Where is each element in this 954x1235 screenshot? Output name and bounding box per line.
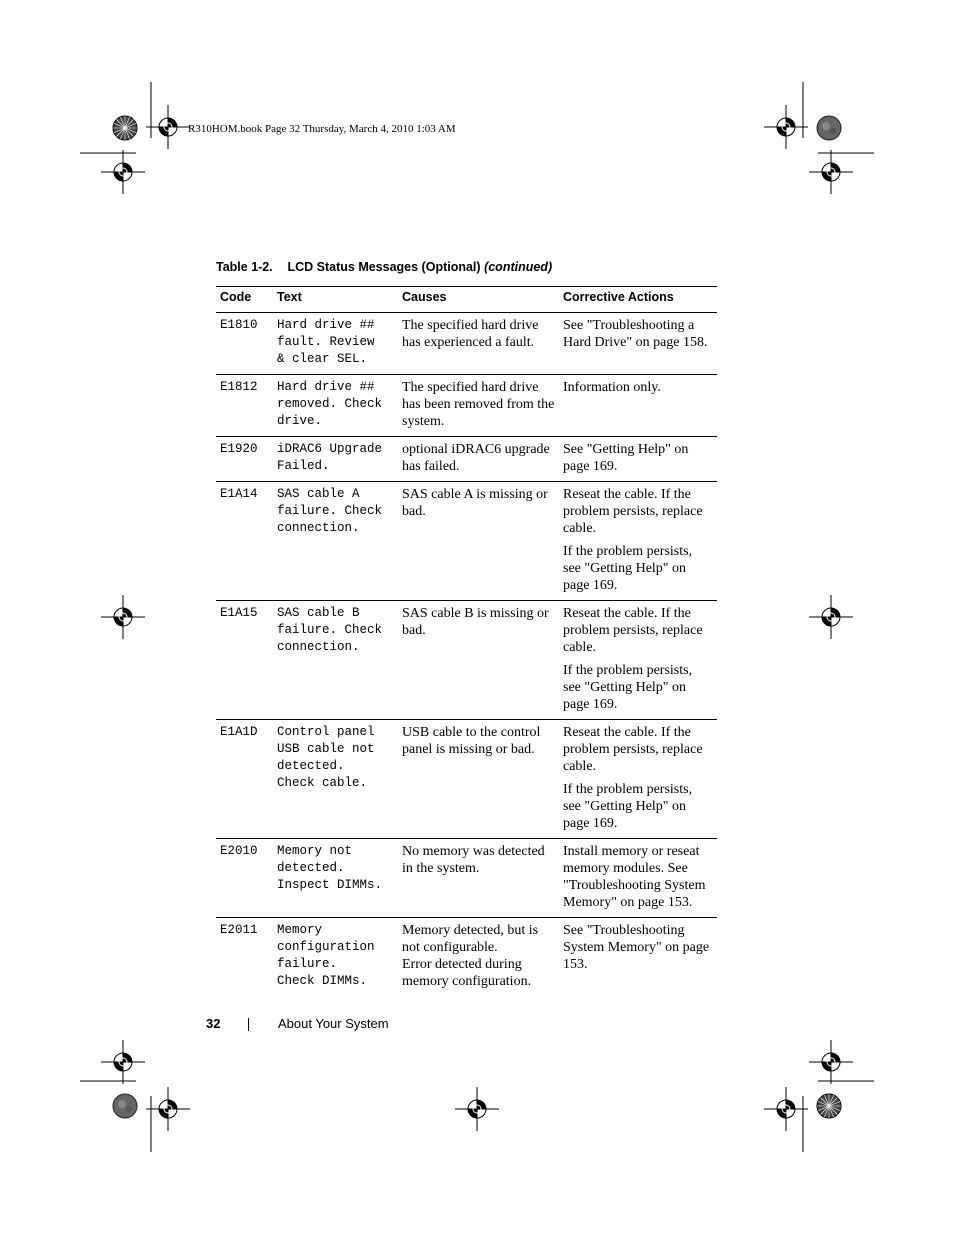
cell-causes bbox=[398, 375, 559, 437]
cell-corrective-actions bbox=[559, 313, 717, 375]
table-row bbox=[216, 918, 717, 997]
cell-corrective-actions bbox=[559, 918, 717, 997]
lcd-text-line: Check DIMMs. bbox=[277, 974, 368, 988]
lcd-text-line: Hard drive ## bbox=[277, 318, 375, 332]
corrective-action-text: Reseat the cable. If the problem persists, replace cable. bbox=[563, 487, 703, 536]
cell-code: E1A1D bbox=[216, 720, 273, 839]
lcd-text-line: SAS cable B bbox=[277, 606, 360, 620]
lcd-text-line: removed. Check bbox=[277, 397, 383, 411]
cell-lcd-text bbox=[273, 313, 398, 375]
cause-text: Memory detected, but is not configurable. bbox=[402, 923, 539, 955]
lcd-text-line: iDRAC6 Upgrade bbox=[277, 442, 383, 456]
cell-causes bbox=[398, 918, 559, 997]
lcd-text-line: failure. Check bbox=[277, 504, 383, 518]
table-body bbox=[216, 313, 717, 997]
lcd-text-line: & clear SEL. bbox=[277, 352, 368, 366]
column-header-text: Text bbox=[273, 287, 398, 313]
cell-lcd-text bbox=[273, 720, 398, 839]
table-row bbox=[216, 482, 717, 601]
cause-text: SAS cable B is missing or bad. bbox=[402, 606, 549, 638]
cell-causes bbox=[398, 313, 559, 375]
lcd-text-line: USB cable not bbox=[277, 742, 375, 756]
corrective-action-text: Reseat the cable. If the problem persists, replace cable. bbox=[563, 606, 703, 655]
cell-lcd-text bbox=[273, 482, 398, 601]
table-caption-title: LCD Status Messages (Optional) bbox=[287, 260, 481, 274]
cell-causes bbox=[398, 482, 559, 601]
cell-lcd-text bbox=[273, 918, 398, 997]
cell-causes bbox=[398, 720, 559, 839]
lcd-text-line: Memory not bbox=[277, 844, 353, 858]
corrective-action-text: See "Troubleshooting System Memory" on page 153. bbox=[563, 923, 710, 972]
cell-code: E1812 bbox=[216, 375, 273, 437]
cell-lcd-text bbox=[273, 375, 398, 437]
table-row bbox=[216, 375, 717, 437]
table-row bbox=[216, 601, 717, 720]
cell-corrective-actions bbox=[559, 482, 717, 601]
column-header-causes: Causes bbox=[398, 287, 559, 313]
cause-text: No memory was detected in the system. bbox=[402, 844, 545, 876]
lcd-text-line: Inspect DIMMs. bbox=[277, 878, 383, 892]
cell-code: E2010 bbox=[216, 839, 273, 918]
cell-code: E1A15 bbox=[216, 601, 273, 720]
cell-lcd-text bbox=[273, 601, 398, 720]
cause-text: Error detected during memory configuration. bbox=[402, 957, 532, 989]
lcd-text-line: Hard drive ## bbox=[277, 380, 375, 394]
cause-text: The specified hard drive has experienced a fault. bbox=[402, 318, 539, 350]
cell-code: E1920 bbox=[216, 437, 273, 482]
corrective-action-text: If the problem persists, see "Getting Help" on page 169. bbox=[563, 663, 693, 712]
lcd-status-table bbox=[216, 286, 717, 996]
cell-corrective-actions bbox=[559, 839, 717, 918]
lcd-text-line: SAS cable A bbox=[277, 487, 360, 501]
cell-causes bbox=[398, 839, 559, 918]
cell-corrective-actions bbox=[559, 437, 717, 482]
cell-corrective-actions bbox=[559, 601, 717, 720]
lcd-text-line: detected. bbox=[277, 759, 345, 773]
corrective-action-text: See "Troubleshooting a Hard Drive" on page 158. bbox=[563, 318, 708, 350]
corrective-action-text: See "Getting Help" on page 169. bbox=[563, 442, 689, 474]
print-job-header: R310HOM.book Page 32 Thursday, March 4, 2010 1:03 AM bbox=[188, 123, 456, 135]
column-header-corrective-actions: Corrective Actions bbox=[559, 287, 717, 313]
lcd-text-line: Memory bbox=[277, 923, 323, 937]
cell-code: E1A14 bbox=[216, 482, 273, 601]
table-row bbox=[216, 839, 717, 918]
lcd-text-line: connection. bbox=[277, 640, 360, 654]
cause-text: The specified hard drive has been removed from the system. bbox=[402, 380, 555, 429]
cell-corrective-actions bbox=[559, 375, 717, 437]
cell-code: E1810 bbox=[216, 313, 273, 375]
lcd-text-line: drive. bbox=[277, 414, 323, 428]
cell-causes bbox=[398, 437, 559, 482]
table-caption-label: Table 1-2. bbox=[216, 260, 273, 274]
corrective-action-text: Install memory or reseat memory modules. See "Troubleshooting System Memory" on page 153. bbox=[563, 844, 706, 910]
table-row bbox=[216, 720, 717, 839]
cause-text: SAS cable A is missing or bad. bbox=[402, 487, 548, 519]
lcd-text-line: configuration bbox=[277, 940, 375, 954]
lcd-text-line: failure. bbox=[277, 957, 338, 971]
cell-code: E2011 bbox=[220, 923, 258, 937]
table-row bbox=[216, 437, 717, 482]
table-header-row bbox=[216, 287, 717, 313]
corrective-action-text: If the problem persists, see "Getting Help" on page 169. bbox=[563, 544, 693, 593]
lcd-text-line: Failed. bbox=[277, 459, 330, 473]
column-header-code: Code bbox=[216, 287, 273, 313]
cell-lcd-text bbox=[273, 839, 398, 918]
footer-divider bbox=[248, 1018, 249, 1031]
footer-section-title: About Your System bbox=[278, 1016, 389, 1031]
lcd-text-line: Check cable. bbox=[277, 776, 368, 790]
table-row bbox=[216, 313, 717, 375]
cause-text: optional iDRAC6 upgrade has failed. bbox=[402, 442, 550, 474]
page-number: 32 bbox=[206, 1016, 221, 1031]
lcd-text-line: connection. bbox=[277, 521, 360, 535]
lcd-text-line: detected. bbox=[277, 861, 345, 875]
table-caption-continued: (continued) bbox=[484, 260, 553, 274]
corrective-action-text: If the problem persists, see "Getting Help" on page 169. bbox=[563, 782, 693, 831]
lcd-text-line: failure. Check bbox=[277, 623, 383, 637]
corrective-action-text: Information only. bbox=[563, 380, 661, 395]
cell-causes bbox=[398, 601, 559, 720]
lcd-text-line: Control panel bbox=[277, 725, 375, 739]
cell-corrective-actions bbox=[559, 720, 717, 839]
cause-text: USB cable to the control panel is missing or bad. bbox=[402, 725, 541, 757]
table-caption bbox=[216, 260, 552, 274]
corrective-action-text: Reseat the cable. If the problem persists, replace cable. bbox=[563, 725, 703, 774]
lcd-text-line: fault. Review bbox=[277, 335, 375, 349]
cell-lcd-text bbox=[273, 437, 398, 482]
